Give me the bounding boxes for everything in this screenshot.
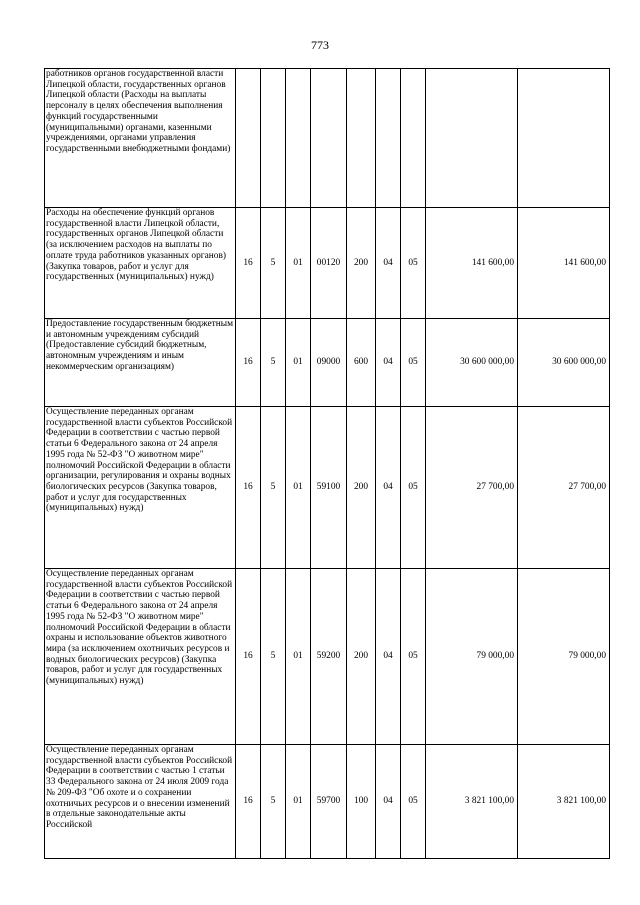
code-cell: 600 xyxy=(347,319,376,407)
code-cell xyxy=(376,69,401,208)
code-cell: 5 xyxy=(261,319,286,407)
amount-cell: 3 821 100,00 xyxy=(426,745,518,859)
table-row xyxy=(45,745,610,859)
code-cell: 05 xyxy=(401,569,426,745)
amount-cell xyxy=(518,69,610,208)
code-cell: 01 xyxy=(286,407,311,569)
row-description: Предоставление государственным бюджетным и автономным учреждениям субсидий (Предоставление субсидий бюджетным, автономным учреждениям и иным некоммерческим организациям) xyxy=(45,319,236,407)
row-description: Расходы на обеспечение функций органов государственной власти Липецкой области, государственных органов Липецкой области (за исключением расходов на выплаты по оплате труда работников указанных органов) (Закупка товаров, работ и услуг для государственных (муниципальных) нужд) xyxy=(45,208,236,319)
row-description: работников органов государственной власти Липецкой области, государственных органов Липецкой области (Расходы на выплаты персоналу в целях обеспечения выполнения функций государственными (муниципальными) органами, казенными учреждениями, органами управления государственными внебюджетными фондами) xyxy=(45,69,236,208)
code-cell: 00120 xyxy=(311,208,347,319)
code-cell: 04 xyxy=(376,407,401,569)
code-cell: 59100 xyxy=(311,407,347,569)
table-row xyxy=(45,407,610,569)
code-cell: 01 xyxy=(286,319,311,407)
code-cell: 200 xyxy=(347,407,376,569)
table-row xyxy=(45,69,610,208)
table-row xyxy=(45,208,610,319)
code-cell: 200 xyxy=(347,208,376,319)
code-cell: 01 xyxy=(286,745,311,859)
amount-cell: 141 600,00 xyxy=(518,208,610,319)
row-description: Осуществление переданных органам государственной власти субъектов Российской Федерации в соответствии с частью 1 статьи 33 Федерального закона от 24 июля 2009 года № 209-ФЗ "Об охоте и о сохранении охотничьих ресурсов и о внесении изменений в отдельные законодательные акты Российской xyxy=(45,745,236,859)
code-cell: 05 xyxy=(401,319,426,407)
row-description: Осуществление переданных органам государственной власти субъектов Российской Федерации в соответствии с частью первой статьи 6 Федерального закона от 24 апреля 1995 года № 52-ФЗ "О животном мире" полномочий Российской Федерации в области организации, регулирования и охраны водных биологических ресурсов (Закупка товаров, работ и услуг для государственных (муниципальных) нужд) xyxy=(45,407,236,569)
code-cell xyxy=(236,69,261,208)
table-row xyxy=(45,319,610,407)
code-cell: 05 xyxy=(401,745,426,859)
code-cell: 5 xyxy=(261,407,286,569)
amount-cell: 27 700,00 xyxy=(518,407,610,569)
code-cell xyxy=(286,69,311,208)
code-cell: 5 xyxy=(261,208,286,319)
page-number: 773 xyxy=(311,38,329,52)
code-cell: 16 xyxy=(236,208,261,319)
code-cell: 59200 xyxy=(311,569,347,745)
code-cell: 04 xyxy=(376,319,401,407)
amount-cell xyxy=(426,69,518,208)
code-cell: 16 xyxy=(236,569,261,745)
code-cell: 16 xyxy=(236,407,261,569)
amount-cell: 79 000,00 xyxy=(518,569,610,745)
code-cell: 16 xyxy=(236,319,261,407)
code-cell: 59700 xyxy=(311,745,347,859)
amount-cell: 79 000,00 xyxy=(426,569,518,745)
code-cell: 01 xyxy=(286,208,311,319)
code-cell: 100 xyxy=(347,745,376,859)
code-cell xyxy=(347,69,376,208)
table-row xyxy=(45,569,610,745)
code-cell: 04 xyxy=(376,569,401,745)
code-cell: 04 xyxy=(376,745,401,859)
amount-cell: 27 700,00 xyxy=(426,407,518,569)
amount-cell: 3 821 100,00 xyxy=(518,745,610,859)
amount-cell: 30 600 000,00 xyxy=(426,319,518,407)
code-cell: 5 xyxy=(261,745,286,859)
code-cell xyxy=(401,69,426,208)
code-cell: 05 xyxy=(401,407,426,569)
budget-table xyxy=(44,68,610,859)
amount-cell: 141 600,00 xyxy=(426,208,518,319)
amount-cell: 30 600 000,00 xyxy=(518,319,610,407)
code-cell xyxy=(311,69,347,208)
code-cell: 04 xyxy=(376,208,401,319)
code-cell: 05 xyxy=(401,208,426,319)
code-cell: 09000 xyxy=(311,319,347,407)
code-cell: 16 xyxy=(236,745,261,859)
code-cell: 200 xyxy=(347,569,376,745)
code-cell xyxy=(261,69,286,208)
row-description: Осуществление переданных органам государственной власти субъектов Российской Федерации в соответствии с частью первой статьи 6 Федерального закона от 24 апреля 1995 года № 52-ФЗ "О животном мире" полномочий Российской Федерации в области охраны и использование объектов животного мира (за исключением охотничьих ресурсов и водных биологических ресурсов) (Закупка товаров, работ и услуг для государственных (муниципальных) нужд) xyxy=(45,569,236,745)
code-cell: 01 xyxy=(286,569,311,745)
code-cell: 5 xyxy=(261,569,286,745)
